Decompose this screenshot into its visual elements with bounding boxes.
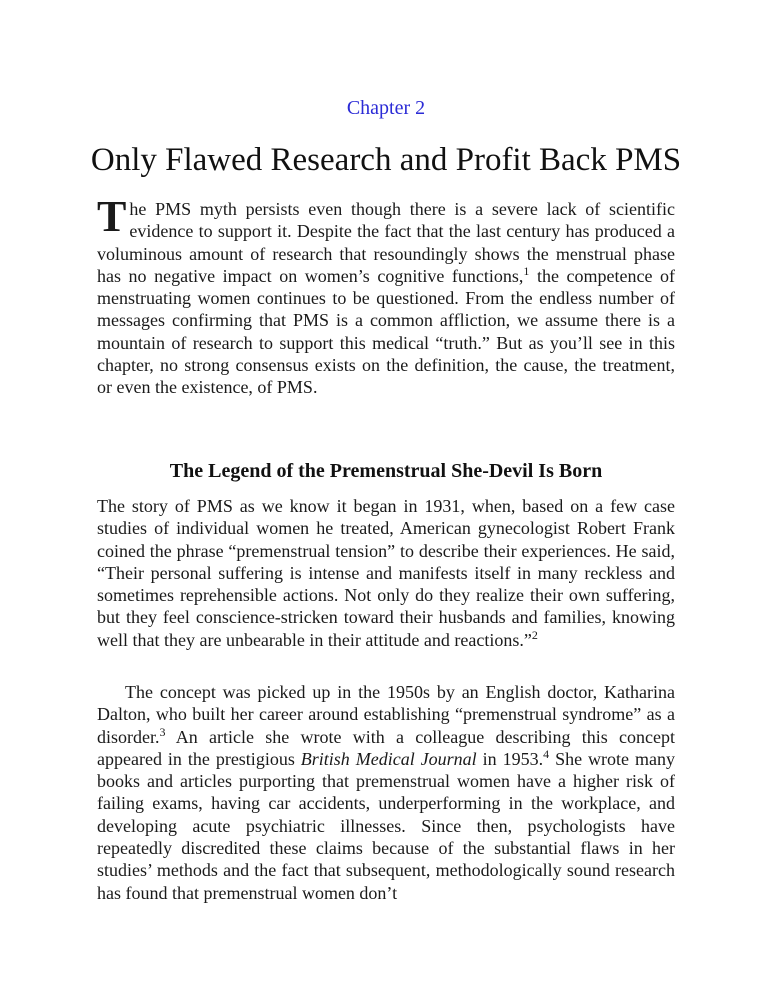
footnote-ref-1: 1 xyxy=(523,263,530,278)
intro-paragraph xyxy=(97,192,675,399)
drop-cap: T xyxy=(97,192,127,241)
p3-text-2: An article she wrote with a colleague describing this concept appeared in the prestigious xyxy=(97,726,675,769)
footnote-ref-2: 2 xyxy=(531,627,538,642)
p3-text-4: She wrote many books and articles purporting that premenstrual women have a higher risk of failing exams, having car accidents, underperforming in the workplace, and developing acute psychiatric illnesses. Since then, psychologists have repeatedly discredited these claims because of the substantial flaws in her studies’ methods and the fact that subsequent, methodologically sound research has found that premenstrual women don’t xyxy=(97,748,675,903)
body-paragraph-2 xyxy=(97,681,675,904)
p3-text-1: The concept was picked up in the 1950s by an English doctor, Katharina Dalton, who built her career around establishing “premenstrual syndrome” as a disorder. xyxy=(97,682,675,747)
p3-text-3: in 1953. xyxy=(476,748,544,769)
journal-title: British Medical Journal xyxy=(300,748,477,769)
chapter-number: Chapter 2 xyxy=(346,97,426,119)
p2-text: The story of PMS as we know it began in 1931, when, based on a few case studies of individual women he treated, American gynecologist Robert Frank coined the phrase “premenstrual tension” to describe their experiences. He said, “Their personal suffering is intense and manifests itself in many reckless and sometimes reprehensible actions. Not only do they realize their own suffering, but they feel conscience-stricken toward their husbands and families, knowing well that they are unbearable in their attitude and reactions.” xyxy=(97,496,675,650)
section-heading: The Legend of the Premenstrual She-Devil Is Born xyxy=(169,460,603,482)
intro-text-2: the competence of menstruating women continues to be questioned. From the endless number of messages confirming that PMS is a common affliction, we assume there is a mountain of research to support this medical “truth.” But as you’ll see in this chapter, no strong consensus exists on the definition, the cause, the treatment, or even the existence, of PMS. xyxy=(97,265,675,398)
intro-text-1: he PMS myth persists even though there is a severe lack of scientific evidence to support it. Despite the fact that the last century has produced a voluminous amount of research that resoundingly shows the menstrual phase has no negative impact on women’s cognitive functions, xyxy=(97,199,675,286)
body-paragraph-1 xyxy=(97,495,675,651)
chapter-title: Only Flawed Research and Profit Back PMS xyxy=(90,142,682,178)
footnote-ref-4: 4 xyxy=(543,746,550,761)
footnote-ref-3: 3 xyxy=(159,724,166,739)
